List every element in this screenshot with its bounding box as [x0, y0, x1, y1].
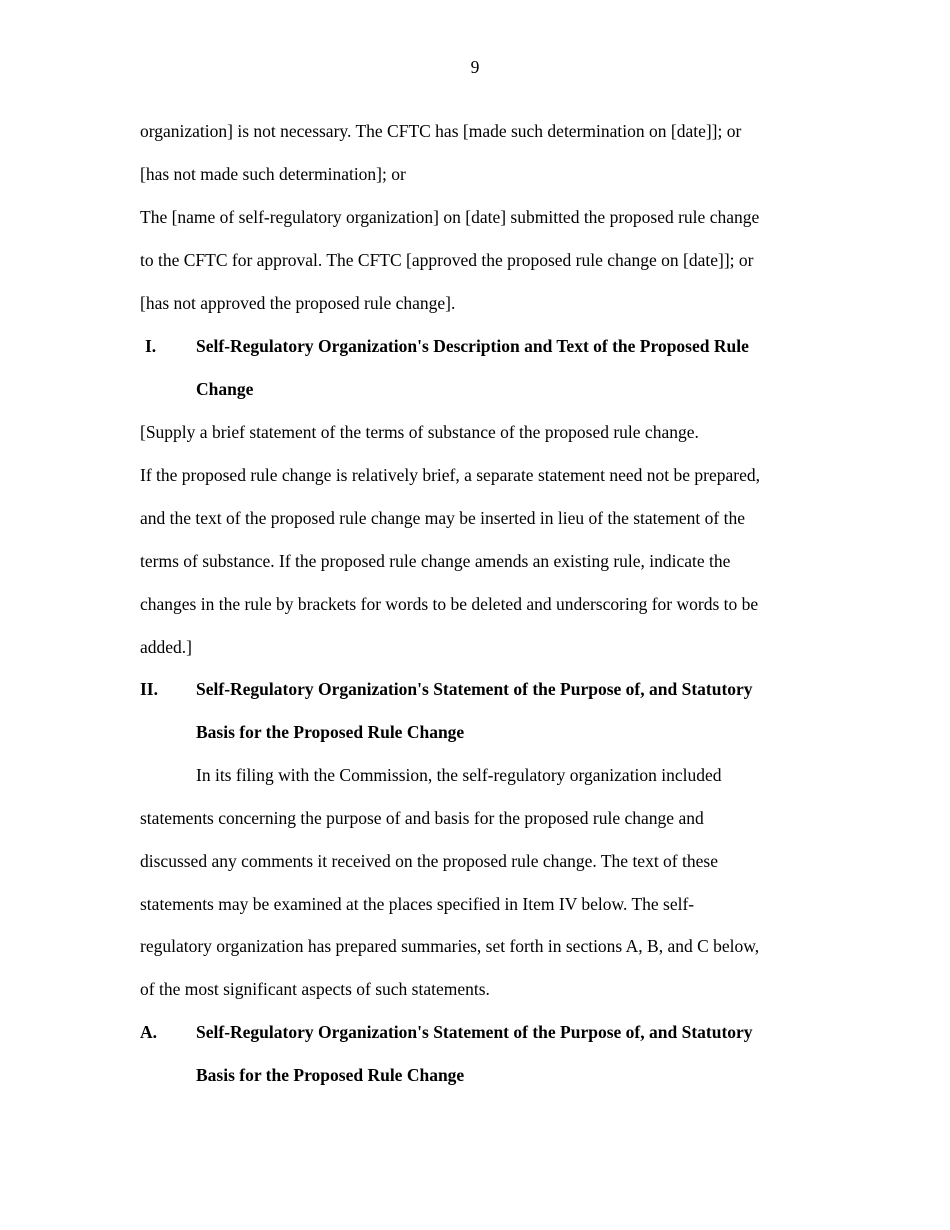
page-number: 9	[470, 57, 480, 77]
section-title-line: Change	[196, 379, 254, 399]
section-title-line: Self-Regulatory Organization's Statement of the Purpose of, and Statutory	[196, 1022, 753, 1042]
text-line: discussed any comments it received on the proposed rule change. The text of these	[140, 851, 718, 871]
section-number: II.	[140, 679, 158, 699]
text-line: [has not approved the proposed rule change].	[140, 293, 456, 313]
section-number: I.	[145, 336, 157, 356]
text-line: In its filing with the Commission, the self-regulatory organization included	[196, 765, 722, 785]
section-title-line: Self-Regulatory Organization's Statement of the Purpose of, and Statutory	[196, 679, 753, 699]
section-title-line: Basis for the Proposed Rule Change	[196, 1065, 465, 1085]
text-line: and the text of the proposed rule change may be inserted in lieu of the statement of the	[140, 508, 746, 528]
text-line: to the CFTC for approval. The CFTC [approved the proposed rule change on [date]]; or	[140, 250, 754, 270]
text-line: organization] is not necessary. The CFTC has [made such determination on [date]]; or	[140, 121, 742, 141]
section-number: A.	[140, 1022, 158, 1042]
section-title-line: Basis for the Proposed Rule Change	[196, 722, 465, 742]
text-line: [Supply a brief statement of the terms of substance of the proposed rule change.	[140, 422, 699, 442]
text-line: [has not made such determination]; or	[140, 164, 406, 184]
text-line: regulatory organization has prepared summaries, set forth in sections A, B, and C below,	[140, 936, 760, 956]
text-line: of the most significant aspects of such statements.	[140, 979, 490, 999]
text-line: The [name of self-regulatory organization] on [date] submitted the proposed rule change	[140, 207, 760, 227]
text-line: changes in the rule by brackets for words to be deleted and underscoring for words to be	[140, 594, 759, 614]
text-line: statements concerning the purpose of and basis for the proposed rule change and	[140, 808, 704, 828]
text-line: statements may be examined at the places specified in Item IV below. The self-	[140, 894, 695, 914]
section-title-line: Self-Regulatory Organization's Description and Text of the Proposed Rule	[196, 336, 749, 356]
text-line: terms of substance. If the proposed rule change amends an existing rule, indicate the	[140, 551, 731, 571]
text-line: added.]	[140, 637, 192, 657]
text-line: If the proposed rule change is relatively brief, a separate statement need not be prepared,	[140, 465, 761, 485]
